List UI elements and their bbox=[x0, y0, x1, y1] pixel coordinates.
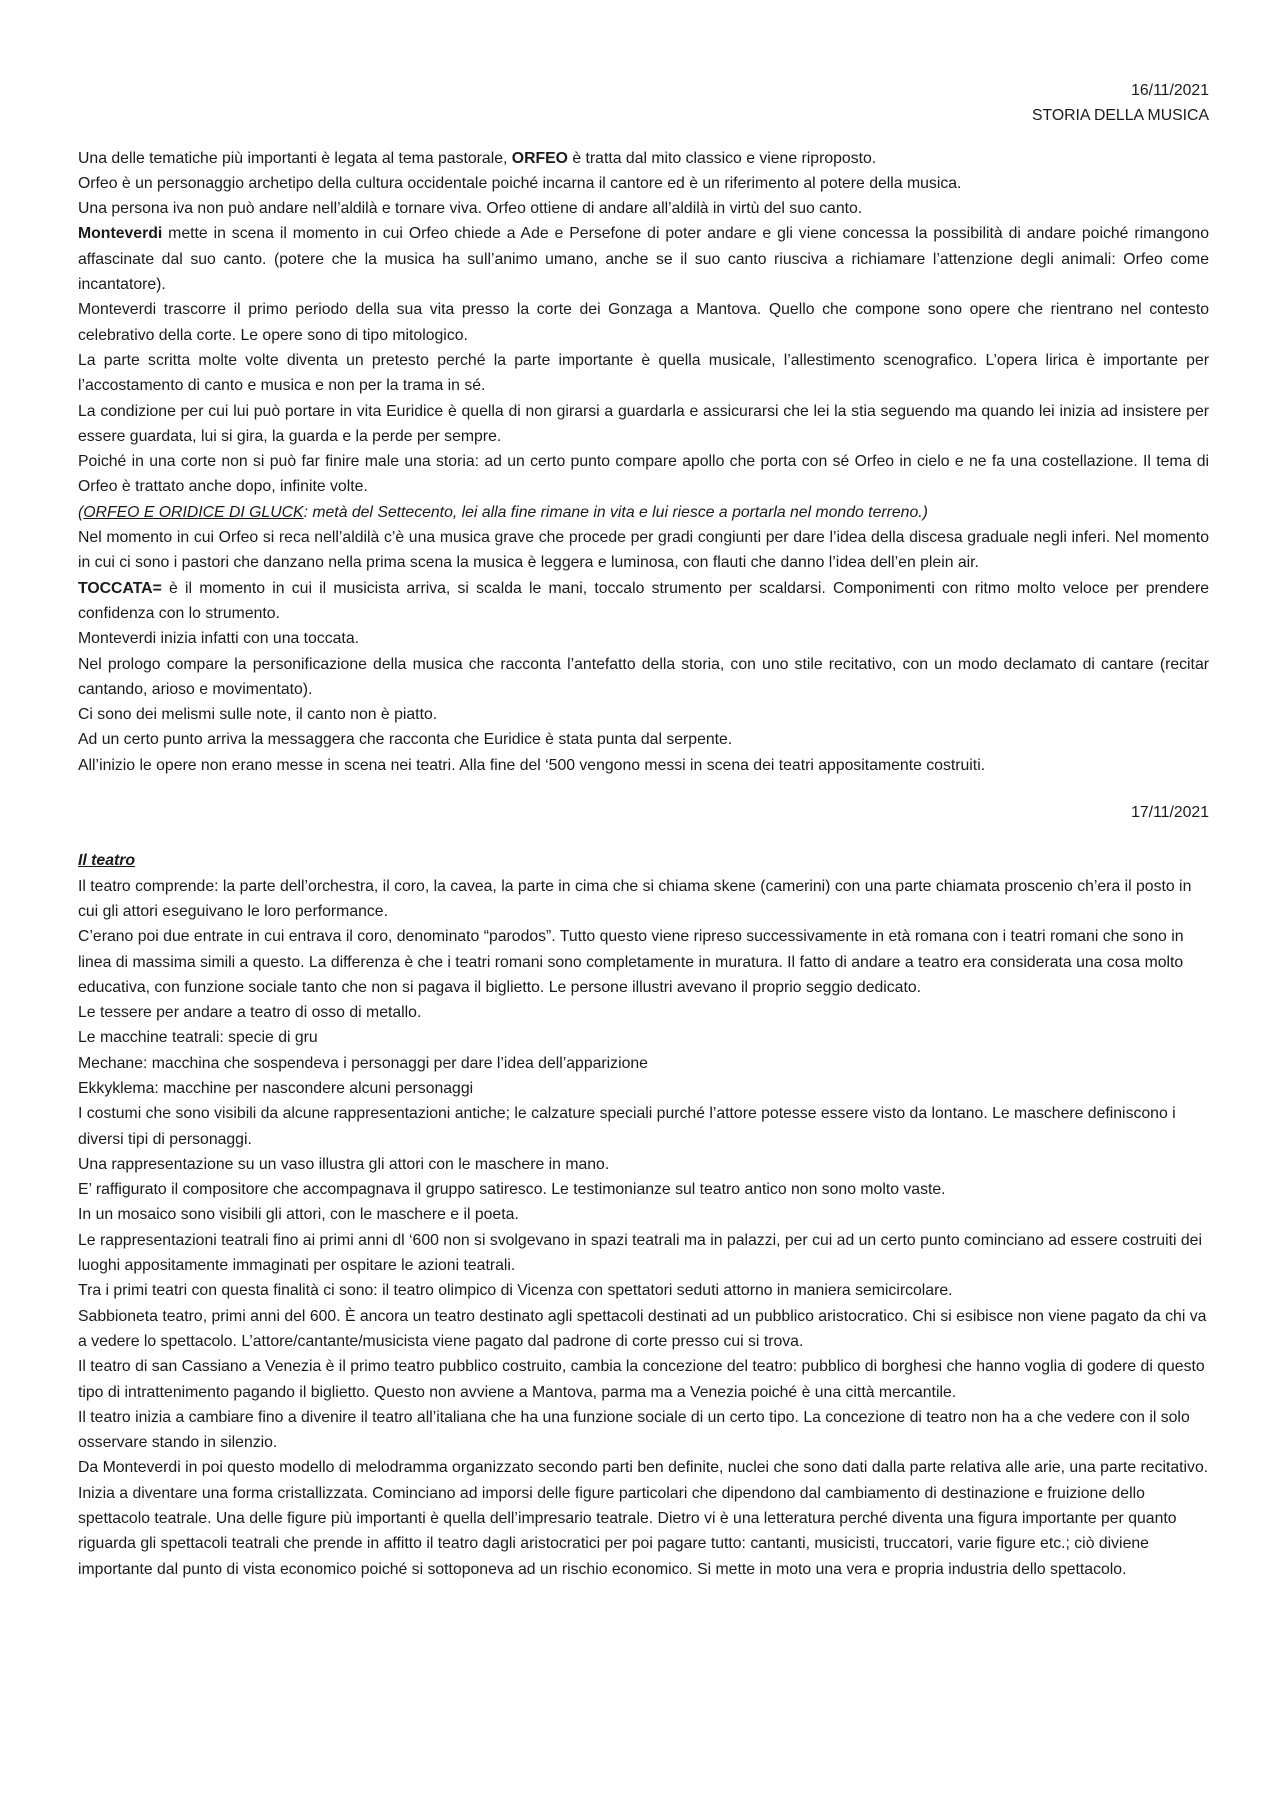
paragraph: Le tessere per andare a teatro di osso di metallo. bbox=[78, 1004, 422, 1022]
paragraph: Il teatro di san Cassiano a Venezia è il primo teatro pubblico costruito, cambia la concezione del teatro: pubblico di borghesi che hanno voglia di godere di questo tipo di intrattenimento pagando il biglietto. Questo non avviene a Mantova, parma ma a Venezia poiché è una città mercantile. bbox=[78, 1358, 1205, 1401]
text-run: mette in scena il momento in cui Orfeo chiede a Ade e Persefone di poter andare e gli viene concessa la possibilità di andare poiché rimangono affascinate dal suo canto. (potere che la musica ha sull’animo umano, anche se il suo canto riusciva a richiamare l’attenzione degli animali: Orfeo come incantatore). bbox=[78, 225, 1209, 294]
paragraph: Ekkyklema: macchine per nascondere alcuni personaggi bbox=[78, 1079, 474, 1097]
keyword-orfeo: ORFEO bbox=[511, 149, 568, 167]
paragraph: Tra i primi teatri con questa finalità ci sono: il teatro olimpico di Vicenza con spettatori seduti attorno in maniera semicircolare. bbox=[78, 1282, 953, 1300]
paragraph: La parte scritta molte volte diventa un pretesto perché la parte importante è quella musicale, l’allestimento scenografico. L’opera lirica è importante per l’accostamento di canto e musica e non per la trama in sé. bbox=[78, 351, 1209, 395]
paragraph: C’erano poi due entrate in cui entrava il coro, denominato “parodos”. Tutto questo viene ripreso successivamente in età romana con i teatri romani che sono in linea di massima simili a questo. La differenza è che i teatri romani sono completamente in muratura. Il fatto di andare a teatro era considerata una cosa molto educativa, con funzione sociale tanto che non si pagava il biglietto. Le persone illustri avevano il proprio seggio dedicato. bbox=[78, 928, 1184, 996]
paragraph bbox=[78, 500, 1209, 525]
paragraph: Sabbioneta teatro, primi anni del 600. È ancora un teatro destinato agli spettacoli destinati ad un pubblico aristocratico. Chi si esibisce non viene pagato da chi va a vedere lo spettacolo. L’attore/cantante/musicista viene pagato dal padrone di corte presso cui si trova. bbox=[78, 1307, 1207, 1350]
paragraph: Una persona iva non può andare nell’aldilà e tornare viva. Orfeo ottiene di andare all’aldilà in virtù del suo canto. bbox=[78, 200, 863, 218]
header-course: STORIA DELLA MUSICA bbox=[1031, 107, 1209, 125]
paragraph: I costumi che sono visibili da alcune rappresentazioni antiche; le calzature speciali purché l’attore potesse essere visto da lontano. Le maschere definiscono i diversi tipi di personaggi. bbox=[78, 1105, 1176, 1148]
paragraph: Nel prologo compare la personificazione della musica che racconta l’antefatto della storia, con uno stile recitativo, con un modo declamato di cantare (recitar cantando, arioso e movimentato). bbox=[78, 655, 1209, 698]
paragraph: Monteverdi inizia infatti con una toccata. bbox=[78, 630, 359, 648]
paragraph: Le rappresentazioni teatrali fino ai primi anni dl ‘600 non si svolgevano in spazi teatrali ma in palazzi, per cui ad un certo punto cominciano ad essere costruiti dei luoghi appositamente immaginati per ospitare le azioni teatrali. bbox=[78, 1231, 1202, 1275]
text-run: : metà del Settecento, lei alla fine rimane in vita e lui riesce a portarla nel mondo terreno.) bbox=[303, 503, 928, 521]
paragraph: In un mosaico sono visibili gli attori, con le maschere e il poeta. bbox=[78, 1206, 519, 1224]
header-date: 16/11/2021 bbox=[1131, 82, 1209, 99]
keyword-monteverdi: Monteverdi bbox=[78, 225, 163, 243]
document-header bbox=[78, 78, 1209, 129]
keyword-toccata: TOCCATA= bbox=[78, 579, 162, 597]
paragraph: Una rappresentazione su un vaso illustra gli attori con le maschere in mano. bbox=[78, 1155, 610, 1173]
lecture-2-body bbox=[78, 848, 1209, 1582]
paragraph: Orfeo è un personaggio archetipo della cultura occidentale poiché incarna il cantore ed è un riferimento al potere della musica. bbox=[78, 174, 962, 192]
paragraph: Monteverdi trascorre il primo periodo della sua vita presso la corte dei Gonzaga a Mantova. Quello che compone sono opere che rientrano nel contesto celebrativo della corte. Le opere sono di tipo mitologico. bbox=[78, 301, 1209, 344]
paragraph: Il teatro comprende: la parte dell’orchestra, il coro, la cavea, la parte in cima che si chiama skene (camerini) con una parte chiamata proscenio ch’era il posto in cui gli attori eseguivano le loro performance. bbox=[78, 877, 1192, 920]
paragraph bbox=[78, 221, 1209, 297]
paragraph: E’ raffigurato il compositore che accompagnava il gruppo satiresco. Le testimonianze sul teatro antico non sono molto vaste. bbox=[78, 1181, 946, 1199]
section-title: Il teatro bbox=[78, 852, 136, 870]
paragraph: Mechane: macchina che sospendeva i personaggi per dare l’idea dell’apparizione bbox=[78, 1054, 648, 1072]
paragraph: Ci sono dei melismi sulle note, il canto non è piatto. bbox=[78, 706, 438, 724]
text-run: è il momento in cui il musicista arriva, si scalda le mani, toccalo strumento per scaldarsi. Componimenti con ritmo molto veloce per prendere confidenza con lo strumento. bbox=[78, 579, 1209, 622]
paragraph: All’inizio le opere non erano messe in scena nei teatri. Alla fine del ‘500 vengono messi in scena dei teatri appositamente costruiti. bbox=[78, 756, 986, 774]
paragraph: Poiché in una corte non si può far finire male una storia: ad un certo punto compare apollo che porta con sé Orfeo in cielo e ne fa una costellazione. Il tema di Orfeo è trattato anche dopo, infinite volte. bbox=[78, 453, 1209, 496]
lecture-1-body bbox=[78, 146, 1209, 778]
paragraph: Nel momento in cui Orfeo si reca nell’aldilà c’è una musica grave che procede per gradi congiunti per dare l’idea della discesa graduale negli inferi. Nel momento in cui ci sono i pastori che danzano nella prima scena la musica è leggera e luminosa, con flauti che danno l’idea dell’en plein air. bbox=[78, 529, 1209, 572]
paragraph: Il teatro inizia a cambiare fino a divenire il teatro all’italiana che ha una funzione sociale di un certo tipo. La concezione di teatro non ha a che vedere con il solo osservare stando in silenzio. bbox=[78, 1408, 1190, 1452]
text-run: è tratta dal mito classico e viene riproposto. bbox=[567, 149, 877, 167]
keyword-gluck: ORFEO E ORIDICE DI GLUCK bbox=[83, 503, 304, 521]
lecture-date: 17/11/2021 bbox=[1131, 804, 1209, 822]
paragraph: Da Monteverdi in poi questo modello di melodramma organizzato secondo parti ben definite, nuclei che sono dati dalla parte relativa alle arie, una parte recitativo. Inizia a diventare una forma cristallizzata. Cominciano ad imporsi delle figure particolari che dipendono dal cambiamento di destinazione e fruizione dello spettacolo teatrale. Una delle figure più importanti è quella dell’impresario teatrale. Dietro vi è una letteratura perché diventa una figura importante per quanto riguarda gli spettacoli teatrali che prende in affitto il teatro dagli aristocratici per poi pagare tutto: cantanti, musicisti, truccatori, varie figure etc.; ciò diviene importante dal punto di vista economico poiché si sottoponeva ad un rischio economico. Si mette in moto una vera e propria industria dello spettacolo. bbox=[78, 1459, 1209, 1578]
document-page bbox=[78, 78, 1209, 1582]
text-run: Una delle tematiche più importanti è legata al tema pastorale, bbox=[78, 149, 512, 167]
paragraph: La condizione per cui lui può portare in vita Euridice è quella di non girarsi a guardarla e assicurarsi che lei la stia seguendo ma quando lei inizia ad insistere per essere guardata, lui si gira, la guarda e la perde per sempre. bbox=[78, 402, 1209, 445]
text-run: ( bbox=[78, 503, 84, 521]
paragraph: Ad un certo punto arriva la messaggera che racconta che Euridice è stata punta dal serpente. bbox=[78, 731, 733, 749]
paragraph: Le macchine teatrali: specie di gru bbox=[78, 1029, 318, 1047]
paragraph bbox=[78, 576, 1209, 627]
paragraph bbox=[78, 146, 1209, 171]
